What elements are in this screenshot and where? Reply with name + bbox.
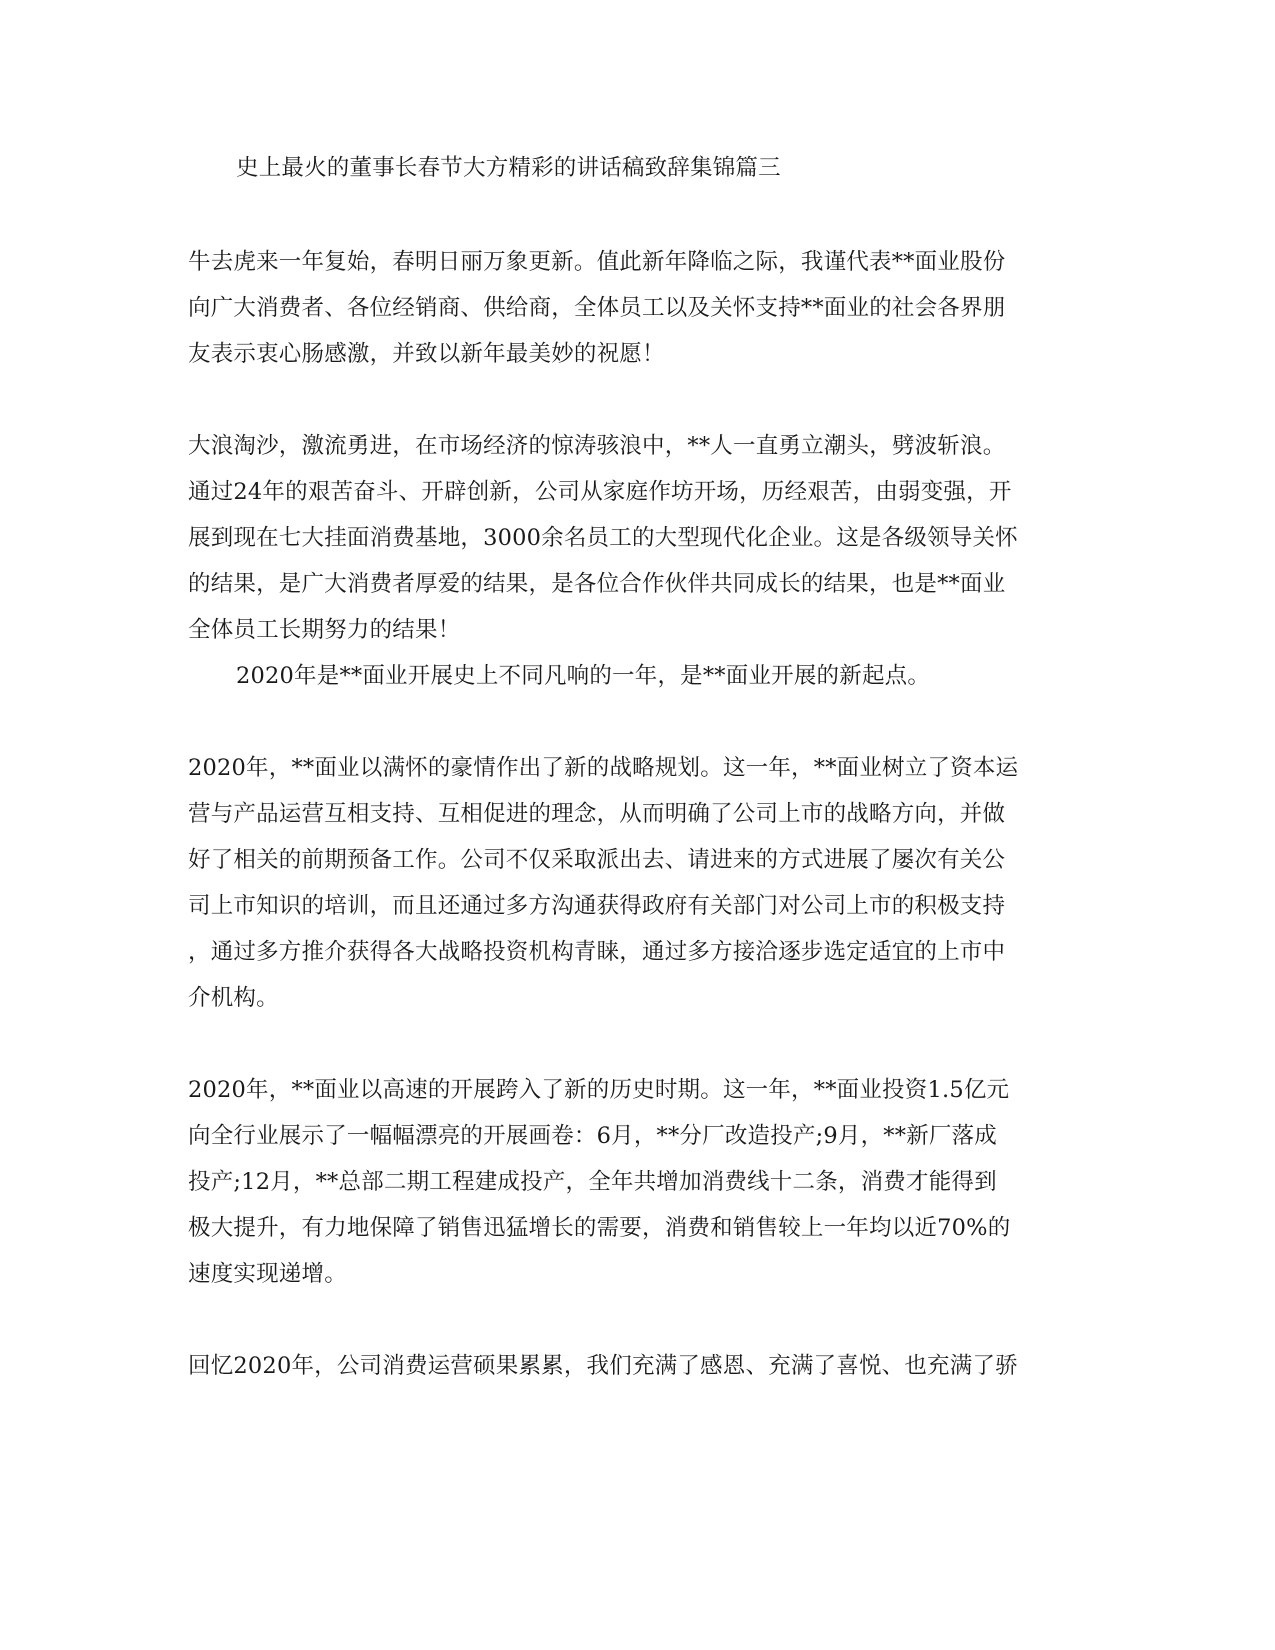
- paragraph-line: 极大提升，有力地保障了销售迅猛增长的需要，消费和销售较上一年均以近70%的: [188, 1215, 1011, 1241]
- paragraph-line: 展到现在七大挂面消费基地，3000余名员工的大型现代化企业。这是各级领导关怀: [188, 525, 1018, 551]
- paragraph-line: 介机构。: [188, 985, 279, 1011]
- paragraph-line: 速度实现递增。: [188, 1261, 347, 1287]
- paragraph-line: 投产;12月，**总部二期工程建成投产，全年共增加消费线十二条，消费才能得到: [188, 1169, 997, 1195]
- document-title: 史上最火的董事长春节大方精彩的讲话稿致辞集锦篇三: [236, 155, 781, 181]
- paragraph-line: 大浪淘沙，激流勇进，在市场经济的惊涛骇浪中，**人一直勇立潮头，劈波斩浪。: [188, 433, 1006, 459]
- paragraph-line: 的结果，是广大消费者厚爱的结果，是各位合作伙伴共同成长的结果，也是**面业: [188, 571, 1006, 597]
- paragraph-line: 2020年是**面业开展史上不同凡响的一年，是**面业开展的新起点。: [236, 663, 931, 689]
- paragraph-line: 回忆2020年，公司消费运营硕果累累，我们充满了感恩、充满了喜悦、也充满了骄: [188, 1353, 1018, 1379]
- paragraph-line: 向广大消费者、各位经销商、供给商，全体员工以及关怀支持**面业的社会各界朋: [188, 295, 1006, 321]
- paragraph-line: 司上市知识的培训，而且还通过多方沟通获得政府有关部门对公司上市的积极支持: [188, 893, 1006, 919]
- paragraph-line: 营与产品运营互相支持、互相促进的理念，从而明确了公司上市的战略方向，并做: [188, 801, 1006, 827]
- paragraph-line: 向全行业展示了一幅幅漂亮的开展画卷：6月，**分厂改造投产;9月，**新厂落成: [188, 1123, 998, 1149]
- paragraph-line: 好了相关的前期预备工作。公司不仅采取派出去、请进来的方式进展了屡次有关公: [188, 847, 1006, 873]
- paragraph-line: 牛去虎来一年复始，春明日丽万象更新。值此新年降临之际，我谨代表**面业股份: [188, 249, 1006, 275]
- paragraph-line: ，通过多方推介获得各大战略投资机构青睐，通过多方接洽逐步选定适宜的上市中: [188, 939, 1006, 965]
- paragraph-line: 通过24年的艰苦奋斗、开辟创新，公司从家庭作坊开场，历经艰苦，由弱变强，开: [188, 479, 1012, 505]
- paragraph-line: 2020年，**面业以满怀的豪情作出了新的战略规划。这一年，**面业树立了资本运: [188, 755, 1019, 781]
- paragraph-line: 全体员工长期努力的结果！: [188, 617, 461, 643]
- paragraph-line: 2020年，**面业以高速的开展跨入了新的历史时期。这一年，**面业投资1.5亿元: [188, 1077, 1010, 1103]
- paragraph-line: 友表示衷心肠感激，并致以新年最美妙的祝愿！: [188, 341, 665, 367]
